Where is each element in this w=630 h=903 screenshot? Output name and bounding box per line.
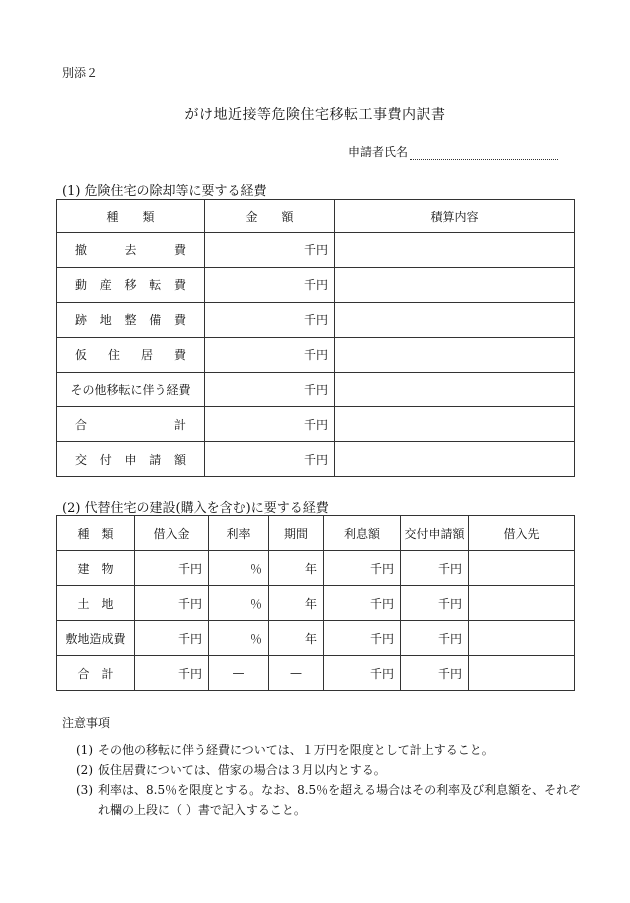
row-label: 撤去費: [57, 233, 205, 268]
grant-cell[interactable]: 千円: [401, 621, 469, 656]
row-label: 合 計: [57, 656, 135, 691]
section2-header-row: [57, 516, 575, 551]
table-row: [57, 586, 575, 621]
applicant-name-label: 申請者氏名: [348, 145, 409, 159]
header-type: 種 類: [57, 516, 135, 551]
interest-cell[interactable]: 千円: [324, 586, 401, 621]
note-item: [76, 740, 582, 760]
note-item: [76, 760, 582, 780]
interest-cell[interactable]: 千円: [324, 656, 401, 691]
header-loan: 借入金: [135, 516, 209, 551]
loan-cell[interactable]: 千円: [135, 656, 209, 691]
header-type: 種 類: [57, 200, 205, 233]
document-title: がけ地近接等危険住宅移転工事費内訳書: [184, 107, 446, 123]
header-period: 期間: [269, 516, 324, 551]
lender-cell[interactable]: [469, 551, 575, 586]
note-number: (1): [76, 743, 93, 757]
table-row: [57, 442, 575, 477]
table-row: [57, 621, 575, 656]
details-cell[interactable]: [335, 442, 575, 477]
lender-cell[interactable]: [469, 656, 575, 691]
loan-cell[interactable]: 千円: [135, 586, 209, 621]
period-cell: —: [269, 656, 324, 691]
period-cell[interactable]: 年: [269, 621, 324, 656]
row-label: 動産移転費: [57, 267, 205, 302]
table-row: [57, 337, 575, 372]
table-row: [57, 267, 575, 302]
section2-title: (2) 代替住宅の建設(購入を含む)に要する経費: [62, 501, 329, 516]
header-amount: 金 額: [205, 200, 335, 233]
loan-cell[interactable]: 千円: [135, 621, 209, 656]
header-grant: 交付申請額: [401, 516, 469, 551]
amount-cell[interactable]: 千円: [205, 372, 335, 407]
applicant-name-line: [410, 147, 558, 160]
section1-header-row: [57, 200, 575, 233]
details-cell[interactable]: [335, 233, 575, 268]
row-label: 敷地造成費: [57, 621, 135, 656]
period-cell[interactable]: 年: [269, 551, 324, 586]
row-label: 跡地整備費: [57, 302, 205, 337]
header-lender: 借入先: [469, 516, 575, 551]
grant-cell[interactable]: 千円: [401, 551, 469, 586]
attachment-label: 別添２: [62, 66, 99, 80]
grant-cell[interactable]: 千円: [401, 586, 469, 621]
note-number: (3): [76, 783, 93, 797]
table-row: [57, 302, 575, 337]
row-label: 仮住居費: [57, 337, 205, 372]
amount-cell[interactable]: 千円: [205, 267, 335, 302]
table-row: [57, 551, 575, 586]
row-label: 合計: [57, 407, 205, 442]
table-row: [57, 372, 575, 407]
rate-cell[interactable]: ％: [209, 586, 269, 621]
grant-cell[interactable]: 千円: [401, 656, 469, 691]
notes-heading: 注意事項: [62, 716, 111, 730]
section2-table: [56, 515, 575, 691]
details-cell[interactable]: [335, 372, 575, 407]
lender-cell[interactable]: [469, 621, 575, 656]
period-cell[interactable]: 年: [269, 586, 324, 621]
amount-cell[interactable]: 千円: [205, 442, 335, 477]
note-text: 仮住居費については、借家の場合は３月以内とする。: [98, 763, 386, 777]
rate-cell: —: [209, 656, 269, 691]
table-row: [57, 407, 575, 442]
header-interest: 利息額: [324, 516, 401, 551]
note-number: (2): [76, 763, 93, 777]
section1-title: (1) 危険住宅の除却等に要する経費: [62, 184, 267, 199]
notes-section: [62, 714, 582, 820]
table-row: [57, 233, 575, 268]
amount-cell[interactable]: 千円: [205, 302, 335, 337]
row-label: 土 地: [57, 586, 135, 621]
details-cell[interactable]: [335, 407, 575, 442]
details-cell[interactable]: [335, 337, 575, 372]
amount-cell[interactable]: 千円: [205, 337, 335, 372]
details-cell[interactable]: [335, 267, 575, 302]
row-label: その他移転に伴う経費: [57, 372, 205, 407]
details-cell[interactable]: [335, 302, 575, 337]
rate-cell[interactable]: ％: [209, 551, 269, 586]
header-details: 積算内容: [335, 200, 575, 233]
table-row: [57, 656, 575, 691]
interest-cell[interactable]: 千円: [324, 621, 401, 656]
note-item: [76, 780, 582, 820]
section1-table: [56, 199, 575, 477]
applicant-name-field[interactable]: [348, 143, 558, 160]
interest-cell[interactable]: 千円: [324, 551, 401, 586]
header-rate: 利率: [209, 516, 269, 551]
loan-cell[interactable]: 千円: [135, 551, 209, 586]
row-label: 建 物: [57, 551, 135, 586]
note-text: 利率は、8.5％を限度とする。なお、8.5％を超える場合はその利率及び利息額を、それぞれ欄の上段に（ ）書で記入すること。: [98, 783, 581, 817]
lender-cell[interactable]: [469, 586, 575, 621]
amount-cell[interactable]: 千円: [205, 407, 335, 442]
rate-cell[interactable]: ％: [209, 621, 269, 656]
row-label: 交付申請額: [57, 442, 205, 477]
amount-cell[interactable]: 千円: [205, 233, 335, 268]
note-text: その他の移転に伴う経費については、１万円を限度として計上すること。: [98, 743, 494, 757]
